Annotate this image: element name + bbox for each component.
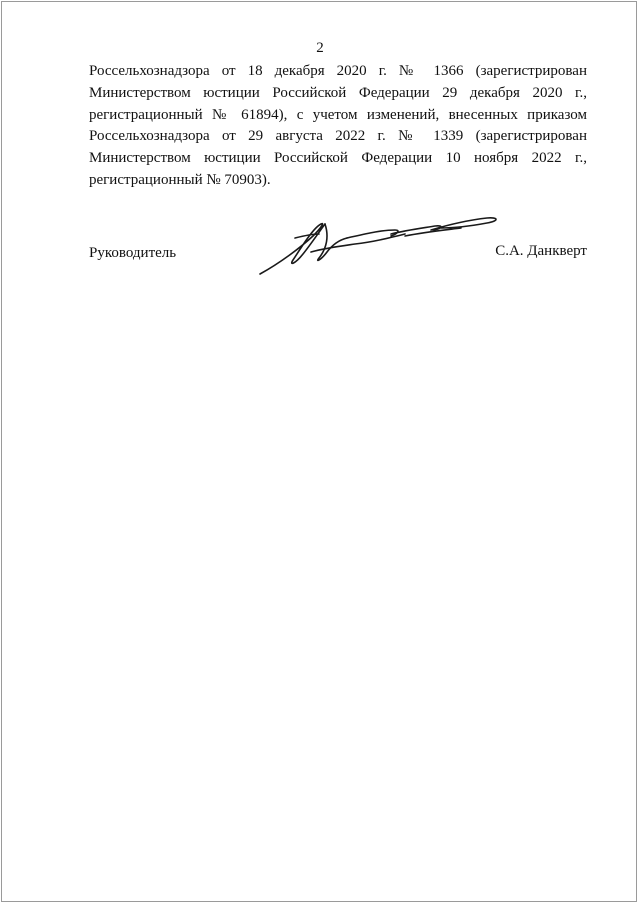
body-line: Министерством юстиции Российской Федерации 10 ноября 2022 г., bbox=[89, 150, 587, 167]
body-line: Министерством юстиции Российской Федерации 29 декабря 2020 г., bbox=[89, 84, 587, 101]
body-line: регистрационный № 70903). bbox=[89, 171, 271, 188]
signatory-position: Руководитель bbox=[89, 245, 177, 261]
body-paragraph bbox=[89, 61, 587, 192]
handwritten-signature bbox=[255, 208, 505, 280]
signatory-name: С.А. Данкверт bbox=[495, 243, 587, 259]
body-line: регистрационный № 61894), с учетом изменений, внесенных приказом bbox=[89, 106, 587, 123]
body-line: Россельхознадзора от 18 декабря 2020 г. № 1366 (зарегистрирован bbox=[89, 63, 587, 79]
page-number: 2 bbox=[316, 40, 324, 56]
body-line: Россельхознадзора от 29 августа 2022 г. № 1339 (зарегистрирован bbox=[89, 128, 587, 145]
